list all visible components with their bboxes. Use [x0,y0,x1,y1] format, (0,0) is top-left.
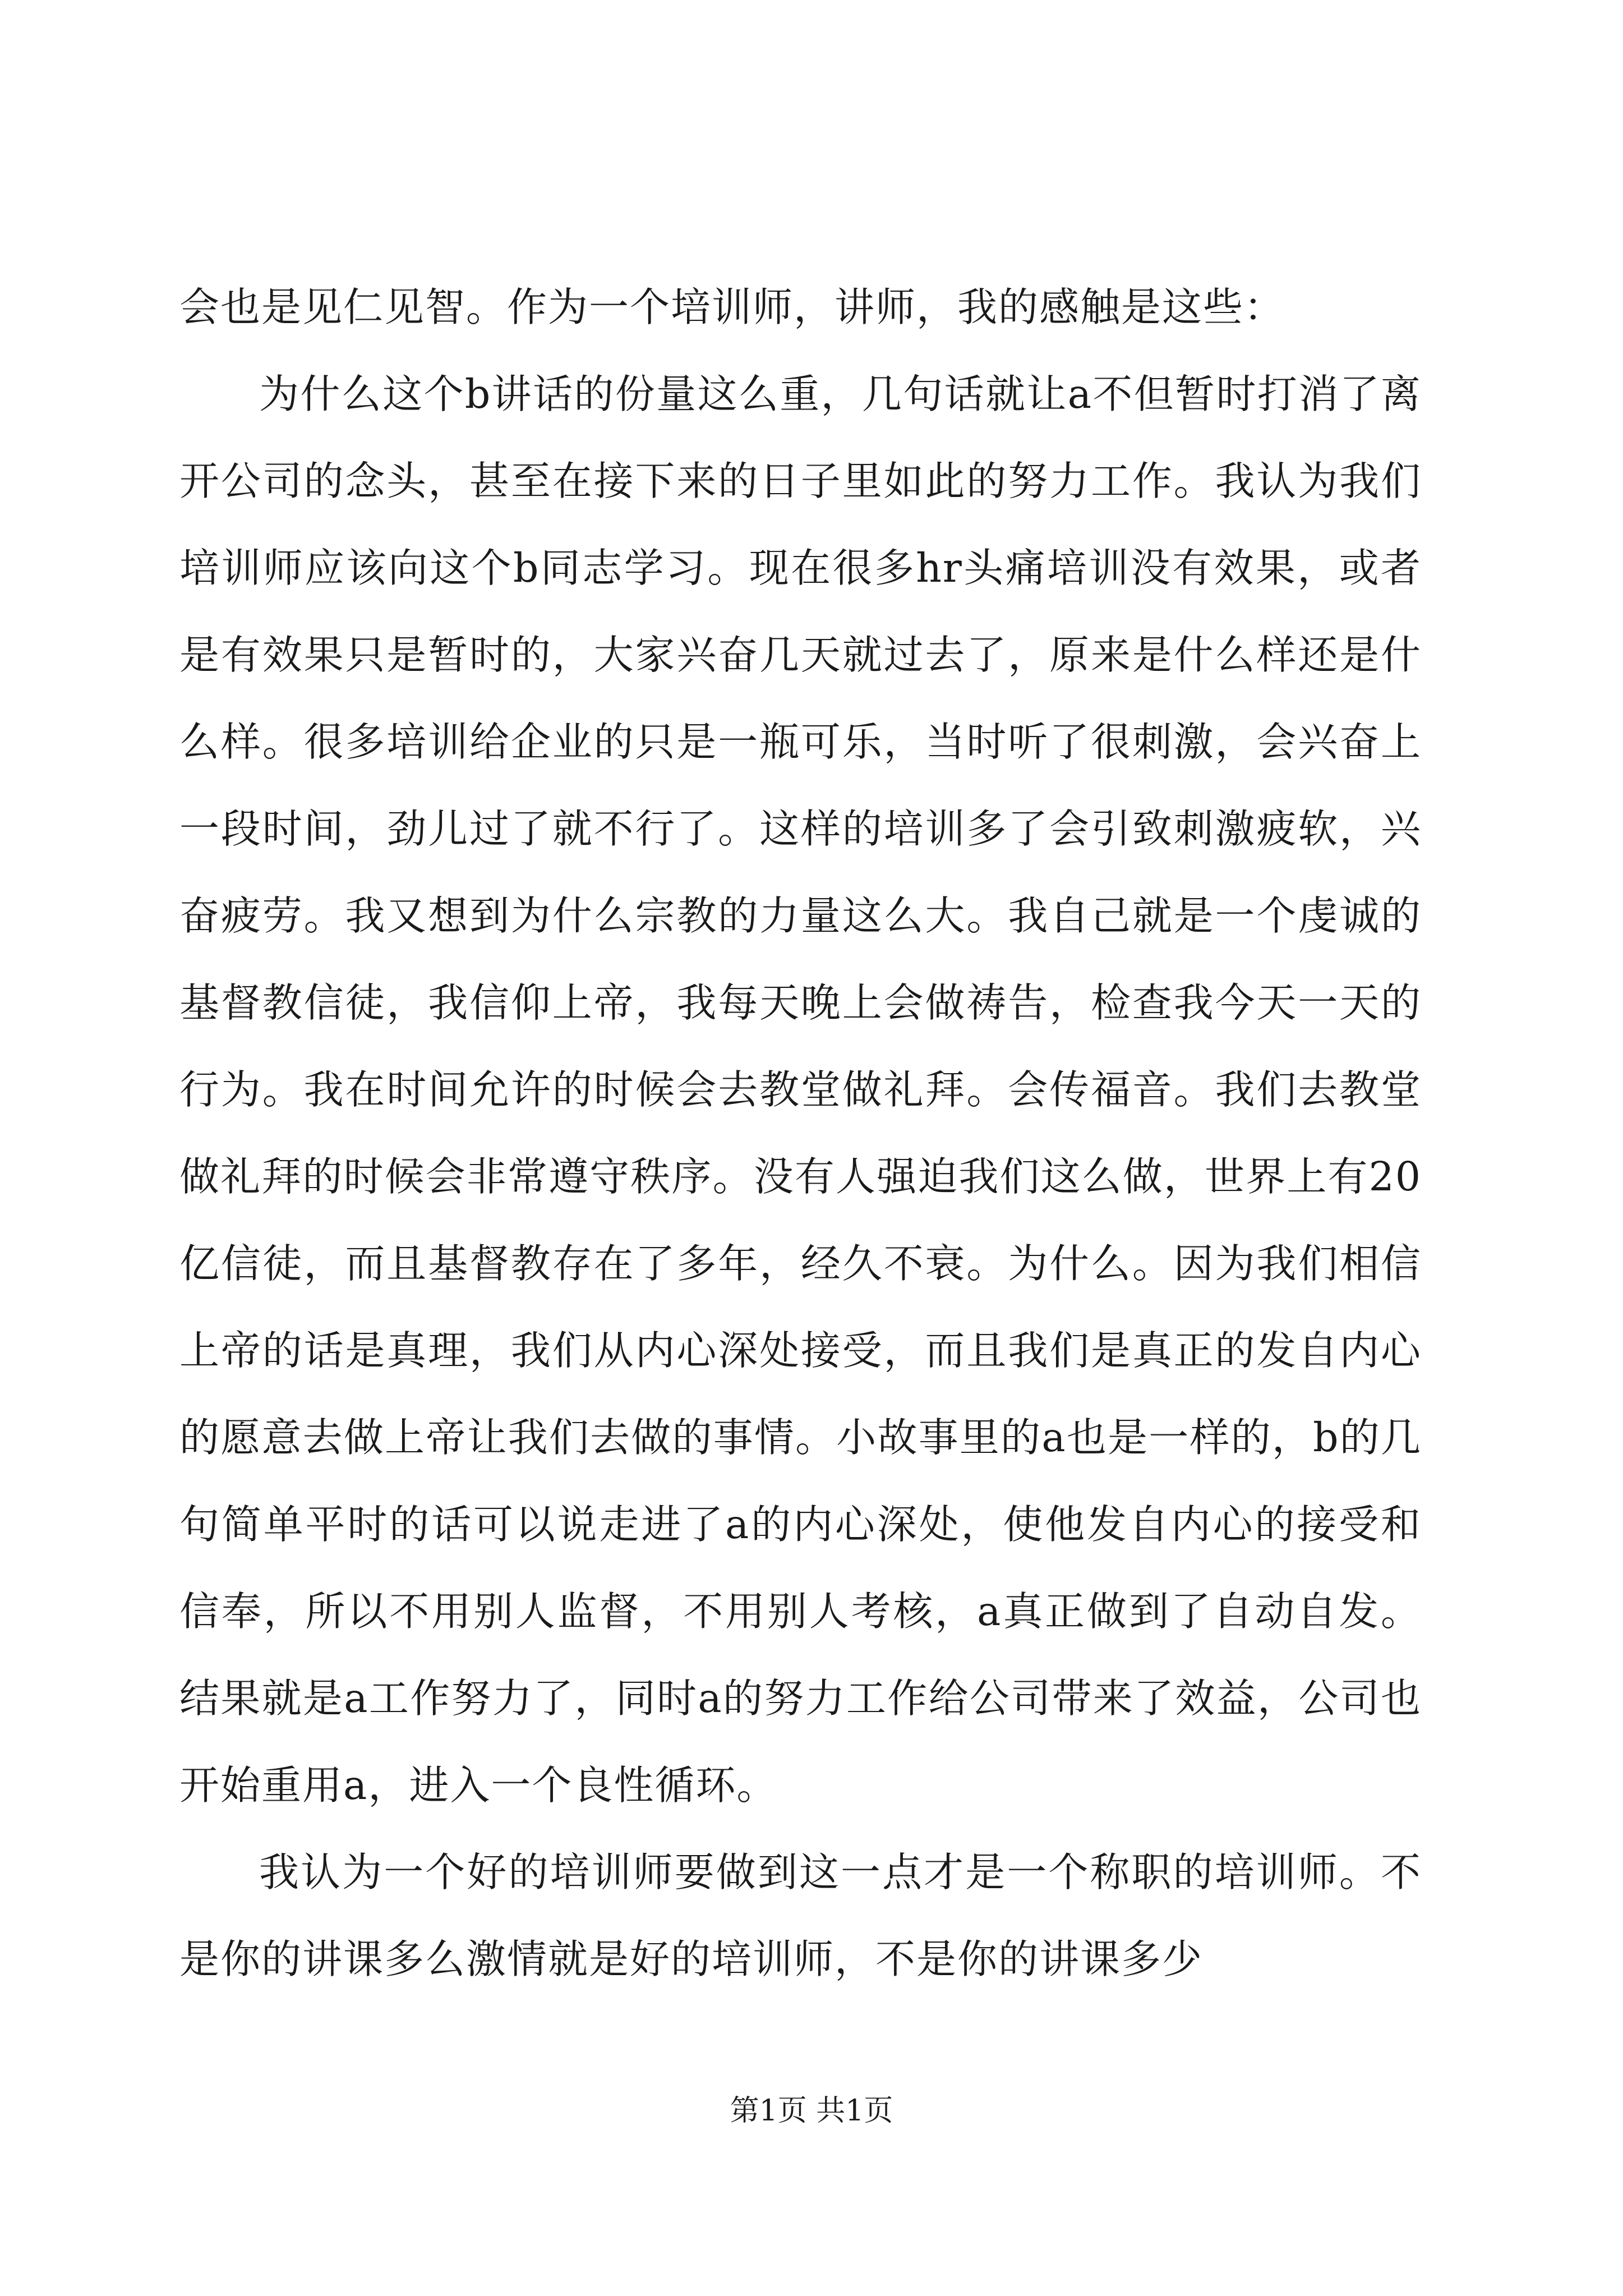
paragraph-1: 会也是见仁见智。作为一个培训师，讲师，我的感触是这些： [179,284,1285,330]
paragraph-3: 我认为一个好的培训师要做到这一点才是一个称职的培训师。不是你的讲课多么激情就是好的培训师，不是你的讲课多少 [179,1849,1422,1982]
paragraph-2: 为什么这个b讲话的份量这么重，几句话就让a不但暂时打消了离开公司的念头，甚至在接下来的日子里如此的努力工作。我认为我们培训师应该向这个b同志学习。现在很多hr头痛培训没有效果，或者是有效果只是暂时的，大家兴奋几天就过去了，原来是什么样还是什么样。很多培训给企业的只是一瓶可乐，当时听了很刺激，会兴奋上一段时间，劲儿过了就不行了。这样的培训多了会引致刺激疲软，兴奋疲劳。我又想到为什么宗教的力量这么大。我自己就是一个虔诚的基督教信徒，我信仰上帝，我每天晚上会做祷告，检查我今天一天的行为。我在时间允许的时候会去教堂做礼拜。会传福音。我们去教堂做礼拜的时候会非常遵守秩序。没有人强迫我们这么做，世界上有20亿信徒，而且基督教存在了多年，经久不衰。为什么。因为我们相信上帝的话是真理，我们从内心深处接受，而且我们是真正的发自内心的愿意去做上帝让我们去做的事情。小故事里的a也是一样的，b的几句简单平时的话可以说走进了a的内心深处，使他发自内心的接受和信奉，所以不用别人监督，不用别人考核，a真正做到了自动自发。结果就是a工作努力了，同时a的努力工作给公司带来了效益，公司也开始重用a，进入一个良性循环。 [179,371,1422,1809]
page-footer: 第1页 共1页 [730,2094,893,2128]
document-body [179,264,1422,2003]
